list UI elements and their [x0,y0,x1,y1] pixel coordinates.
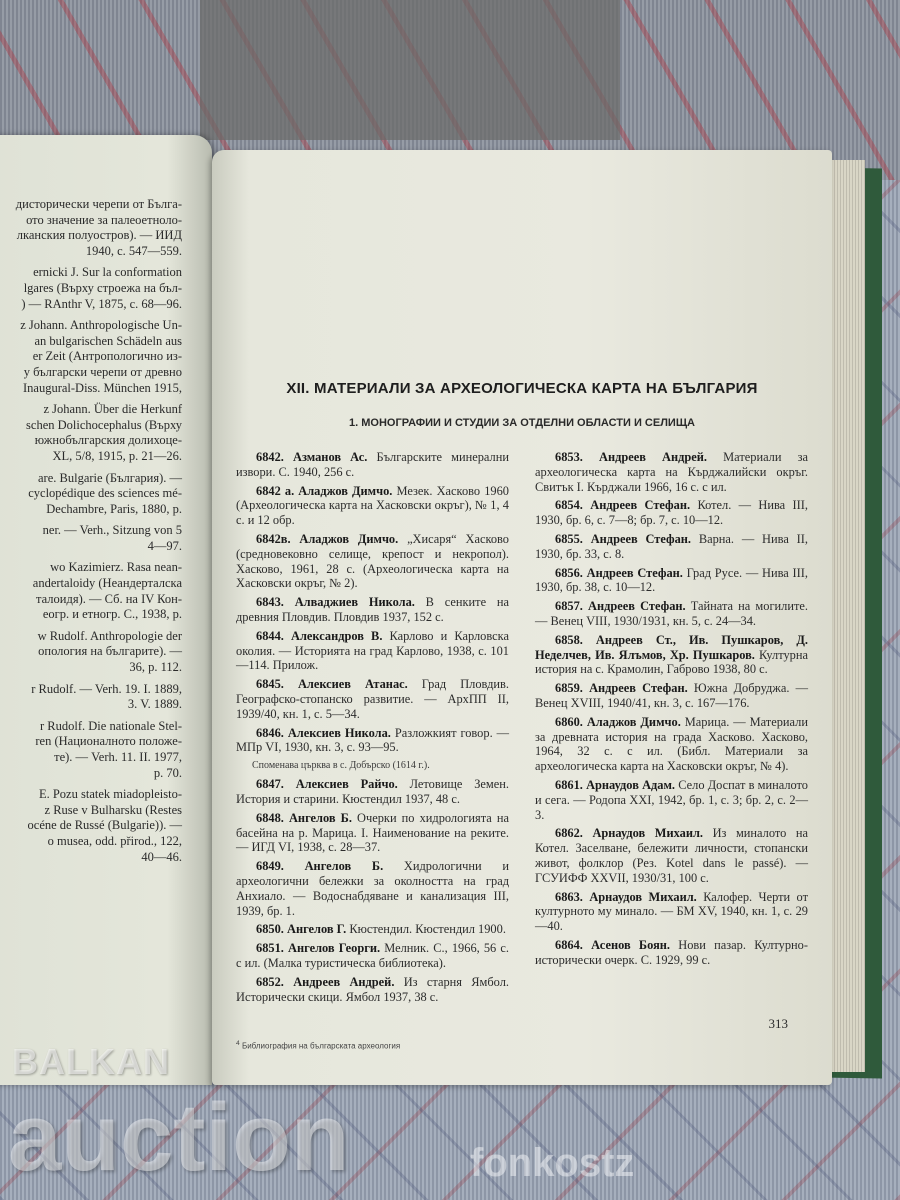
text-line: ) — RAnthr V, 1875, с. 68—96. [21,296,182,311]
entry-author: Арнаудов Михаил. [592,826,704,841]
text-line: ernicki J. Sur la conformation [33,265,182,280]
text-line: andertaloidy (Неандерталска [32,576,182,591]
entry-number: 6854. [555,498,583,513]
entry-author: Ангелов Б. [304,859,384,874]
entry-author: Александров В. [291,628,383,643]
text-line: lgares (Върху строежа на бъл- [23,280,182,295]
entry-author: Андреев Стефан. [590,498,691,513]
entry-number: 6843. [256,595,284,610]
text-line: Dechambre, Paris, 1880, p. [46,501,182,516]
bibliography-entry [535,566,808,596]
entry-number: 6845. [256,677,284,692]
text-line: o musea, odd. přirod., 122, [47,833,182,848]
text-line: 36, p. 112. [129,660,182,675]
entry-text: Из миналото на Котел. Заселване, бележити личности, стопански живот, фолклор (Рез. Kotel dans le passé). — ГСУИФФ XXVII, 1930/31, 100 с. [535,826,808,885]
entry-text: Българските минерални извори. С. 1940, 256 с. [236,450,509,479]
footer-text: Библиография на българската археология [241,1041,401,1051]
entry-author: Андреев Стефан. [586,565,683,580]
bibliography-entry [236,922,509,937]
entry-text: Хидрологични и археологични бележки за околността на град Анхиало. — Водоснабдяване и канализация III, 1939, бр. 1. [236,859,509,918]
text-line: r Rudolf. — Verh. 19. I. 1889, [31,681,182,696]
watermark-user: fonkostz [470,1141,635,1185]
text-line: w Rudolf. Anthropologie der [37,628,182,643]
text-line: r Rudolf. Die nationale Stel- [40,718,182,733]
entry-author: Ангелов Георги. [288,941,381,956]
left-page-entry [0,682,182,713]
left-page-entry [0,787,182,865]
entry-text: Град Пловдив. Географско-стопанско развитие. — АрхПП II, 1939/40, кн. 1, с. 5—34. [236,677,509,721]
bibliography-entry [236,595,509,625]
text-line: те). — Verh. 11. II. 1977, [54,750,182,764]
bibliography-entry [236,450,509,480]
entry-text: Из старня Ямбол. Исторически скици. Ямбол 1937, 38 с. [236,974,509,1004]
text-line: ner. — Verh., Sitzung von 5 [42,523,182,538]
entry-number: 6857. [555,599,583,614]
background-surface [200,0,620,140]
bibliography-entry [236,532,509,591]
two-column-body [236,450,808,1008]
entry-author: Андреев Андрей. [599,450,708,464]
entry-text: Котел. — Нива III, 1930, бр. 6, с. 7—8; бр. 7, с. 10—12. [535,498,808,528]
entry-number: 6847. [256,777,284,792]
entry-number: 6864. [555,937,583,952]
entry-author: Андреев Стефан. [589,681,688,696]
entry-author: Ангелов Г. [287,922,347,937]
entry-text: Мезек. Хасково 1960 (Археологическа карта на Хасковски окръг), № 1, 4 с. и 12 обр. [236,483,509,528]
bibliography-entry [535,532,808,562]
text-line: schen Dolichocephalus (Върху [26,417,182,432]
text-line: are. Bulgarie (България). — [38,470,182,485]
entry-text: Калофер. Черти от културното му минало. — БМ XV, 1940, кн. 1, с. 29—40. [535,889,809,934]
right-column [535,450,808,1008]
text-line: p. 70. [153,765,182,780]
entry-number: 6859. [555,681,583,696]
left-page-entry [0,265,182,312]
bibliography-entry [535,498,808,528]
entry-text: В сенките на древния Пловдив. Пловдив 1937, 152 с. [236,595,509,624]
text-line: опология на българите). — [38,644,182,659]
text-line: cyclopédique des sciences mé- [28,486,182,501]
left-page-entry [0,629,182,676]
text-line: océne de Russé (Bulgarie)). — [27,818,182,833]
bibliography-entry [535,450,808,494]
entry-author: Арнаудов Михаил. [589,889,697,904]
left-page-entry [0,318,182,396]
entry-author: Аладжов Димчо. [586,714,681,729]
entry-number: 6853. [555,450,583,464]
bibliography-entry [236,726,509,756]
entry-text: Културна история на с. Крамолин, Габрово 1938, 80 с. [535,647,808,677]
entry-author: Аладжов Димчо. [299,531,399,546]
entry-author: Андреев Стефан. [588,599,686,614]
left-page [0,135,212,1085]
entry-number: 6844. [256,628,284,643]
entry-author: Алваджиев Никола. [294,595,415,610]
entry-author: Андреев Стефан. [590,531,692,546]
text-line: ото значение за палеоетноло- [26,212,182,227]
bibliography-entry [535,633,808,677]
entry-number: 6848. [256,810,284,825]
signature-mark: 4 [236,1040,240,1048]
text-line: z Johann. Anthropologische Un- [20,318,182,333]
bibliography-entry [535,778,808,822]
bibliography-entry [236,629,509,673]
left-page-text [0,197,182,871]
text-line: E. Pozu statek miadopleisto- [38,787,182,802]
bibliography-entry [535,890,808,934]
bibliography-entry [535,938,808,968]
text-line: an bulgarischen Schädeln aus [34,333,182,348]
text-line: Inaugural-Diss. München 1915, [23,380,182,395]
text-line: z Johann. Über die Herkunf [43,402,182,417]
entry-number: 6842в. [256,531,291,546]
watermark-brand-bottom: auction [8,1084,350,1191]
entry-author: Аладжов Димчо. [298,483,393,498]
entry-number: 6851. [256,941,284,956]
entry-number: 6856. [555,565,583,580]
text-line: лканския полуостров). — ИИД [16,228,182,243]
text-line: у български черепи от древно [23,364,182,379]
entry-text: Летовище Земен. История и старини. Кюстендил 1937, 48 с. [236,777,509,806]
text-line: 40—46. [141,849,182,864]
entry-number: 6863. [555,889,583,904]
entry-author: Андреев Ст., Ив. Пушкаров, Д. Неделчев, Ив. Ялъмов, Хр. Пушкаров. [535,632,808,662]
bibliography-entry [236,677,509,721]
bibliography-entry [535,826,808,885]
bibliography-entry [535,681,808,711]
entry-author: Алексиев Райчо. [295,777,398,792]
entry-number: 6858. [555,632,583,647]
entry-number: 6842. [256,450,284,464]
text-line: талоидя). — Сб. на IV Кон- [36,591,182,606]
text-line: еогр. и етногр. С., 1938, p. [42,607,182,622]
entry-author: Алексиев Атанас. [297,677,408,692]
entry-text: Град Русе. — Нива III, 1930, бр. 38, с. 10—12. [535,565,808,595]
entry-text: Кюстендил. Кюстендил 1900. [349,922,506,937]
entry-text: Материали за археологическа карта на Кърджалийски окръг. Свитък I. Кърджали 1966, 16 с. с ил. [535,450,808,494]
entry-author: Алексиев Никола. [287,725,391,740]
text-line: южнобългарския долихоце- [34,433,182,448]
left-page-entry [0,402,182,464]
section-subtitle: 1. МОНОГРАФИИ И СТУДИИ ЗА ОТДЕЛНИ ОБЛАСТИ И СЕЛИЩА [349,417,695,429]
entry-text: „Хисаря“ Хасково (средновековно селище, крепост и некропол). Хасково, 1961, 28 с. (Археологическа карта на Хасковски окръг, № 2). [236,531,509,591]
chapter-title: XII. МАТЕРИАЛИ ЗА АРХЕОЛОГИЧЕСКА КАРТА НА БЪЛГАРИЯ [286,380,758,397]
left-column [236,450,509,1008]
text-line: ren (Националното положе- [35,734,182,749]
entry-number: 6842 а. [256,483,295,498]
bibliography-entry [535,715,808,774]
left-page-entry [0,719,182,781]
entry-number: 6850. [256,922,284,937]
entry-number: 6855. [555,531,583,546]
left-page-entry [0,197,182,259]
entry-number: 6861. [555,777,583,792]
entry-text: Марица. — Материали за древната история на града Хасково. Хасково, 1964, 32 с. с ил. (Библ. Материали за археологическа карта на Хасковски окръг, № 4). [535,714,808,774]
text-line: z Ruse v Bulharsku (Restes [44,802,182,817]
entry-number: 6846. [256,725,284,740]
page-footer [236,1038,808,1052]
text-line: дисторически черепи от Бълга- [15,197,182,211]
bibliography-entry [236,941,509,971]
bibliography-entry [236,777,509,807]
entry-author: Асенов Боян. [591,937,671,952]
entry-author: Арнаудов Адам. [586,777,676,792]
entry-number: 6849. [256,859,284,874]
entry-author: Ангелов Б. [288,810,352,825]
text-line: wo Kazimierz. Rasa nean- [50,560,182,575]
entry-author: Азманов Ас. [293,450,368,464]
page-number: 313 [768,1016,788,1032]
entry-text: Нови пазар. Културно-исторически очерк. С. 1929, 99 с. [535,937,808,967]
entry-number: 6860. [555,714,583,729]
entry-text: Карлово и Карловска околия. — Историята на град Карлово, 1938, с. 101—114. Прилож. [236,628,509,673]
text-line: XL, 5/8, 1915, p. 21—26. [52,448,182,463]
text-line: 4—97. [147,538,182,553]
bibliography-entry [236,975,509,1005]
text-line: 1940, с. 547—559. [85,243,182,258]
entry-text: Южна Добруджа. — Венец XVIII, 1940/41, кн. 3, с. 167—176. [535,681,809,710]
entry-text: Мелник. С., 1966, 56 с. с ил. (Малка туристическа библиотека). [236,941,509,970]
watermark-brand-top: BALKAN [12,1041,170,1082]
entry-note: Споменава църква в с. Добърско (1614 г.). [252,760,430,772]
entry-number: 6852. [256,974,284,989]
text-line: er Zeit (Антропологично из- [32,349,182,364]
text-line: 3. V. 1889. [127,697,182,712]
right-page [212,150,832,1085]
entry-author: Андреев Андрей. [293,974,395,989]
bibliography-entry [236,811,509,855]
bibliography-entry [535,599,808,629]
bibliography-entry [236,484,509,528]
entry-text: Варна. — Нива II, 1930, бр. 33, с. 8. [535,531,808,561]
left-page-entry [0,471,182,518]
bibliography-entry [236,859,509,918]
left-page-entry [0,523,182,554]
left-page-entry [0,560,182,622]
entry-text: Разложкият говор. — МПр VI, 1930, кн. 3, с. 93—95. [236,725,509,755]
entry-number: 6862. [555,826,583,841]
entry-text: Село Доспат в миналото и сега. — Родопа XXI, 1942, бр. 1, с. 3; бр. 2, с. 2—3. [535,777,808,822]
entry-text: Тайната на могилите. — Венец VIII, 1930/1931, кн. 5, с. 24—34. [535,599,808,628]
entry-text: Очерки по хидрологията на басейна на р. Марица. I. Наименование на реките. — ИГД VI, 1938, с. 28—37. [236,810,509,855]
